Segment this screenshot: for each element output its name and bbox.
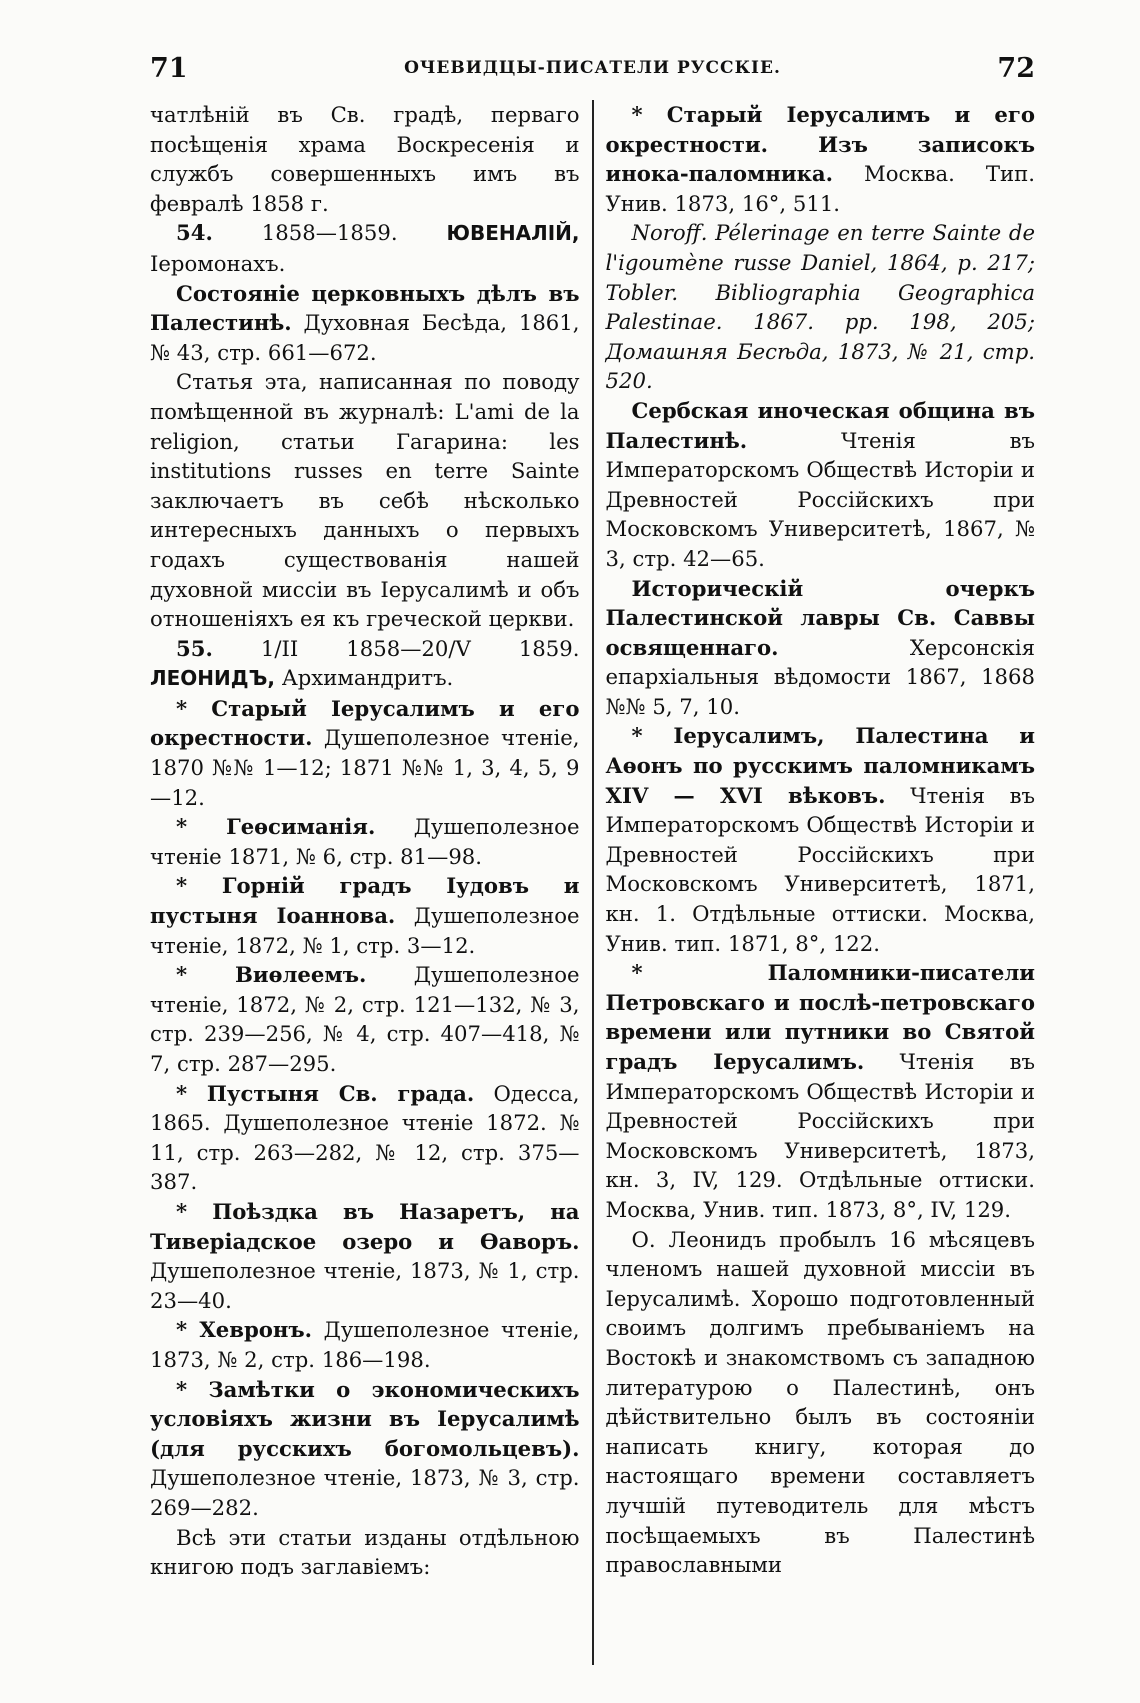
running-title: ОЧЕВИДЦЫ-ПИСАТЕЛИ РУССКІЕ. bbox=[404, 58, 781, 78]
right-page-number: 72 bbox=[997, 52, 1035, 84]
work-title: * Старый Іерусалимъ и его окрестности. Изъ записокъ инока-паломника. bbox=[605, 102, 1035, 187]
work-publication: Душеполезное чтеніе, 1873, № 3, стр. 269—282. bbox=[150, 1465, 580, 1520]
work-title: * Замѣтки о экономическихъ условіяхъ жизни въ Іерусалимѣ (для русскихъ богомольцевъ). bbox=[150, 1376, 580, 1461]
work-title: * Геѳсиманія. bbox=[176, 814, 376, 840]
author-name: ЮВЕНАЛІЙ, bbox=[446, 221, 580, 246]
work-entry bbox=[150, 279, 580, 368]
references bbox=[606, 218, 1036, 396]
entry-years: 1858—1859. bbox=[261, 220, 398, 246]
left-page-number: 71 bbox=[150, 52, 188, 84]
work-entry bbox=[150, 960, 580, 1078]
work-publication: Чтенія въ Императорскомъ Обществѣ Исторіи и Древностей Россійскихъ при Московскомъ Университетѣ, 1873, кн. 3, IV, 129. Отдѣльные оттиски. Москва, Унив. тип. 1873, 8°, IV, 129. bbox=[605, 1049, 1035, 1222]
work-publication: Москва. Тип. Унив. 1873, 16°, 511. bbox=[605, 161, 1035, 216]
continued-paragraph: чатлѣній въ Св. градѣ, перваго посѣщенія храма Воскресенія и службъ совершенныхъ имъ въ февралѣ 1858 г. bbox=[150, 102, 580, 216]
work-entry bbox=[606, 721, 1036, 958]
work-entry bbox=[150, 1375, 580, 1523]
entry-years: 1/II 1858—20/V 1859. bbox=[260, 635, 580, 661]
work-entry bbox=[606, 396, 1036, 574]
work-title: * Пустыня Св. града. bbox=[176, 1080, 475, 1106]
biographical-note: О. Леонидъ пробылъ 16 мѣсяцевъ членомъ нашей духовной миссіи въ Іерусалимѣ. Хорошо подготовленный своимъ долгимъ пребываніемъ на Востокѣ и знакомствомъ съ западною литературою о Палестинѣ, онъ дѣйствительно былъ въ состояніи написать книгу, которая до настоящаго времени составляетъ лучшій путеводитель для мѣстъ посѣщаемыхъ въ Палестинѣ православными bbox=[605, 1226, 1035, 1578]
work-entry bbox=[150, 694, 580, 812]
work-entry bbox=[150, 1079, 580, 1197]
author-rank: Архимандритъ. bbox=[281, 665, 454, 691]
author-rank: Іеромонахъ. bbox=[150, 250, 286, 276]
work-title: * Виѳлеемъ. bbox=[176, 962, 367, 988]
work-title: Сербская иноческая община въ Палестинѣ. bbox=[605, 397, 1035, 453]
work-title: * Горній градъ Іудовъ и пустыня Іоаннова. bbox=[150, 873, 580, 929]
closing-paragraph: Всѣ эти статьи изданы отдѣльною книгою подъ заглавіемъ: bbox=[150, 1524, 580, 1580]
work-title: * Хевронъ. bbox=[176, 1317, 313, 1343]
work-title: Историческій очеркъ Палестинской лавры Св. Саввы освященнаго. bbox=[605, 575, 1035, 660]
work-title: * Поѣздка въ Назаретъ, на Тиверіадское озеро и Ѳаворъ. bbox=[150, 1198, 580, 1254]
work-publication: Одесса, 1865. Душеполезное чтеніе 1872. № 11, стр. 263—282, № 12, стр. 375—387. bbox=[150, 1080, 580, 1195]
entry-55-heading bbox=[150, 634, 580, 694]
work-publication: Херсонскія епархіальныя вѣдомости 1867, 1868 №№ 5, 7, 10. bbox=[605, 634, 1035, 719]
work-entry bbox=[606, 958, 1036, 1224]
work-entry bbox=[606, 574, 1036, 722]
reference-list: Noroff. Pélerinage en terre Sainte de l'igoumène russe Daniel, 1864, p. 217; Tobler. Bibliographia Geographica Palestinae. 1867. pp. 198, 205; Домашняя Бесѣда, 1873, № 21, стр. 520. bbox=[605, 220, 1035, 394]
work-title: * Іерусалимъ, Палестина и Аѳонъ по русскимъ паломникамъ XIV — XVI вѣковъ. bbox=[605, 723, 1035, 808]
work-entry bbox=[150, 1315, 580, 1374]
entry-54-heading bbox=[150, 218, 580, 278]
author-name: ЛЕОНИДЪ, bbox=[150, 666, 275, 691]
work-publication: Душеполезное чтеніе, 1872, № 1, стр. 3—12. bbox=[150, 903, 580, 958]
work-publication: Духовная Бесѣда, 1861, № 43, стр. 661—672. bbox=[150, 310, 580, 365]
entry-note: Статья эта, написанная по поводу помѣщенной въ журналѣ: L'ami de la religion, статьи Гагарина: les institutions russes en terre Sainte заключаетъ въ себѣ нѣсколько интересныхъ данныхъ о первыхъ годахъ существованія нашей духовной миссіи въ Іерусалимѣ и объ отношеніяхъ ея къ греческой церкви. bbox=[150, 369, 580, 632]
work-title: Состояніе церковныхъ дѣлъ въ Палестинѣ. bbox=[150, 280, 580, 336]
left-column bbox=[150, 100, 592, 1675]
work-title: * Паломники-писатели Петровскаго и послѣ-петровскаго времени или путники во Святой градъ Іерусалимъ. bbox=[605, 960, 1035, 1074]
work-publication: Душеполезное чтеніе 1871, № 6, стр. 81—98. bbox=[150, 814, 580, 869]
entry-number: 54. bbox=[176, 220, 213, 246]
work-entry bbox=[150, 1197, 580, 1315]
work-publication: Душеполезное чтеніе, 1873, № 2, стр. 186—198. bbox=[150, 1317, 580, 1372]
work-publication: Чтенія въ Императорскомъ Обществѣ Исторіи и Древностей Россійскихъ при Московскомъ Университетѣ, 1867, № 3, стр. 42—65. bbox=[605, 427, 1035, 571]
text-columns bbox=[150, 100, 1035, 1675]
work-publication: Душеполезное чтеніе, 1873, № 1, стр. 23—40. bbox=[150, 1258, 580, 1313]
work-publication: Душеполезное чтеніе, 1872, № 2, стр. 121—132, № 3, стр. 239—256, № 4, стр. 407—418, № 7, стр. 287—295. bbox=[150, 962, 580, 1076]
work-entry bbox=[150, 812, 580, 871]
right-column bbox=[594, 100, 1036, 1675]
running-head bbox=[150, 48, 1035, 88]
entry-number: 55. bbox=[176, 635, 213, 661]
work-entry bbox=[606, 100, 1036, 218]
work-entry bbox=[150, 871, 580, 960]
work-title: * Старый Іерусалимъ и его окрестности. bbox=[150, 695, 580, 751]
work-publication: Чтенія въ Императорскомъ Обществѣ Исторіи и Древностей Россійскихъ при Московскомъ Университетѣ, 1871, кн. 1. Отдѣльные оттиски. Москва, Унив. тип. 1871, 8°, 122. bbox=[605, 782, 1035, 956]
work-publication: Душеполезное чтеніе, 1870 №№ 1—12; 1871 №№ 1, 3, 4, 5, 9—12. bbox=[150, 725, 580, 810]
